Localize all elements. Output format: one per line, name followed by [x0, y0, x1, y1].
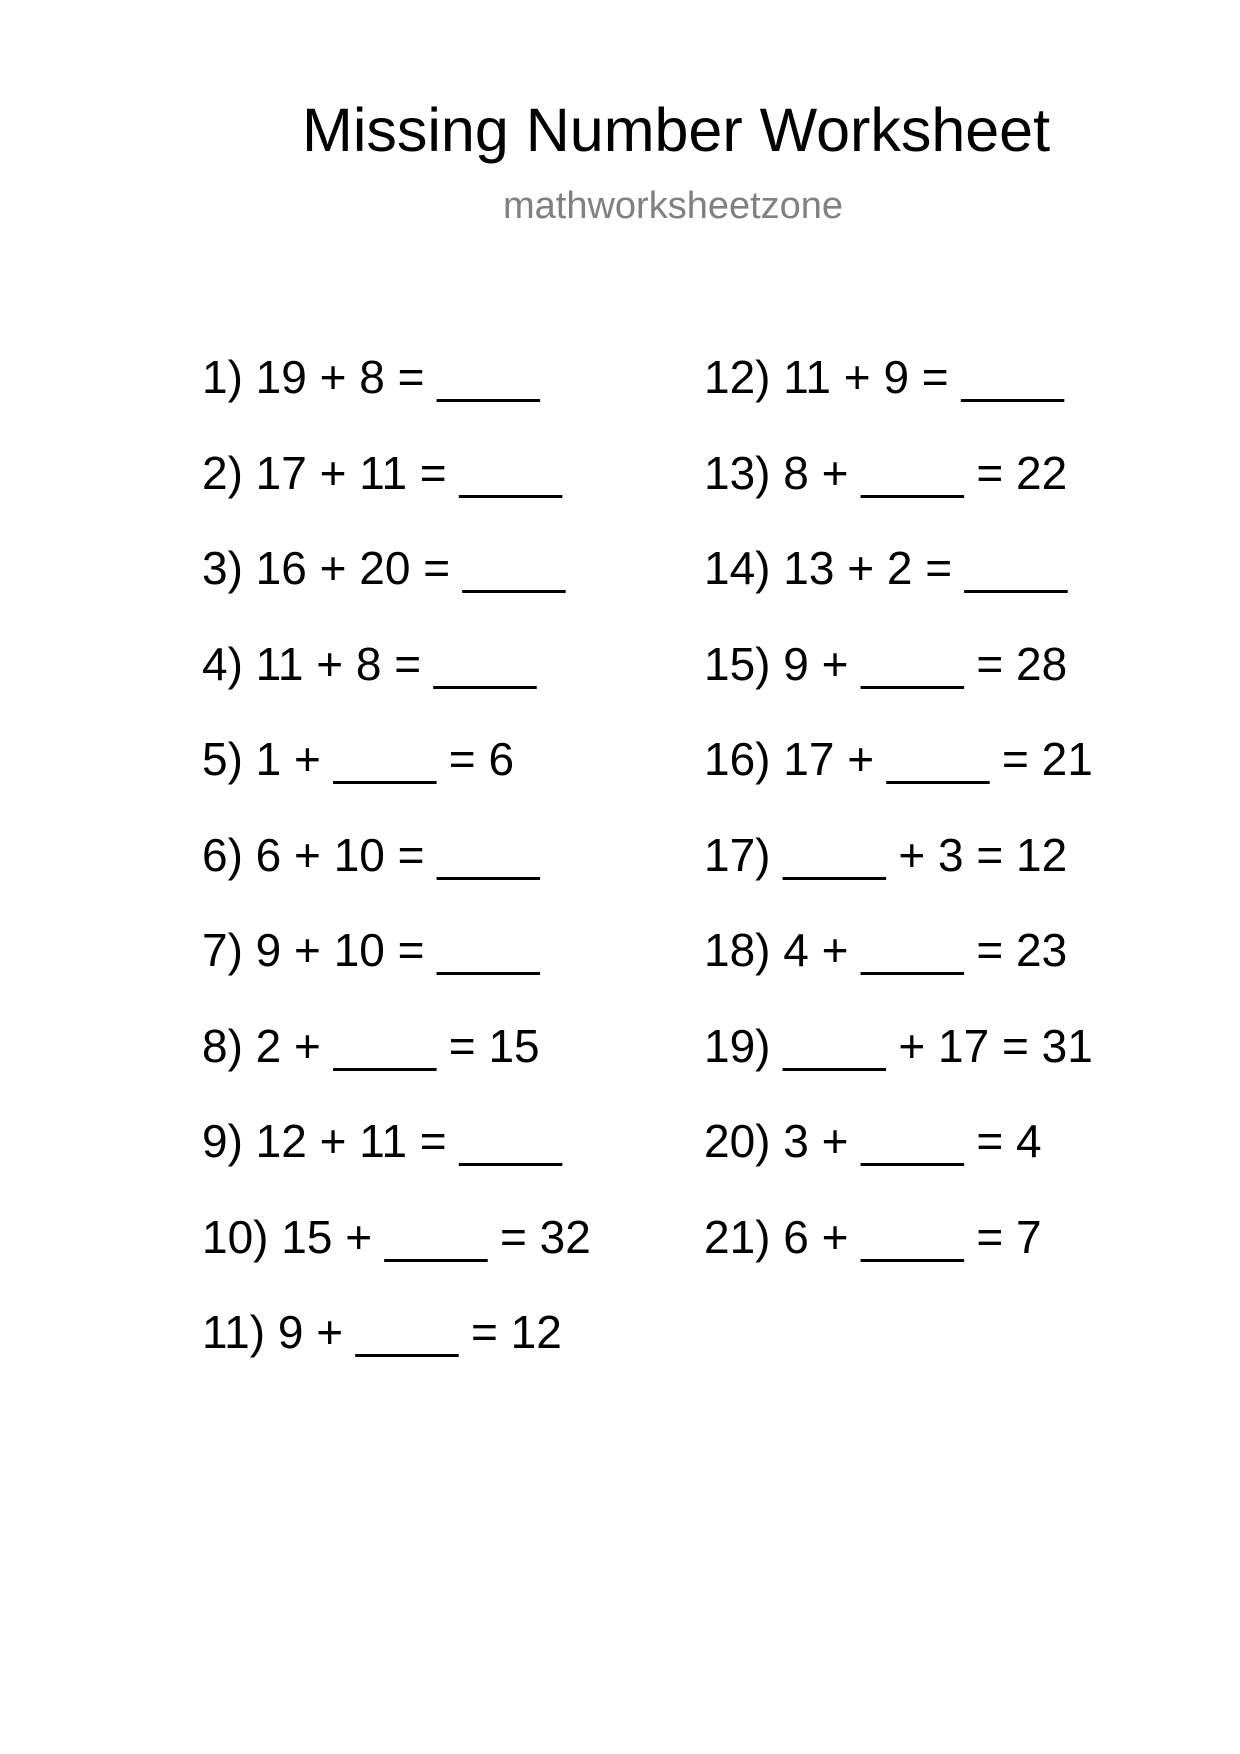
problem: 11) 9 + ____ = 12: [202, 1306, 562, 1358]
worksheet-title: Missing Number Worksheet: [302, 96, 1051, 164]
problem: 2) 17 + 11 = ____: [202, 446, 562, 499]
problem: 6) 6 + 10 = ____: [202, 828, 540, 881]
problem: 12) 11 + 9 = ____: [704, 351, 1064, 403]
problem: 5) 1 + ____ = 6: [202, 733, 515, 785]
problem: 10) 15 + ____ = 32: [202, 1210, 591, 1263]
problem: 19) ____ + 17 = 31: [704, 1019, 1093, 1072]
problem: 20) 3 + ____ = 4: [704, 1115, 1042, 1167]
problem: 4) 11 + 8 = ____: [202, 637, 537, 690]
worksheet-source: mathworksheetzone: [503, 185, 844, 227]
problem: 15) 9 + ____ = 28: [704, 637, 1068, 690]
right-problem-column: [704, 351, 1093, 1309]
left-problem-column: [202, 351, 591, 1405]
problem: 16) 17 + ____ = 21: [704, 733, 1093, 785]
problem: 9) 12 + 11 = ____: [202, 1115, 562, 1167]
problem: 8) 2 + ____ = 15: [202, 1019, 540, 1072]
problem: 17) ____ + 3 = 12: [704, 828, 1068, 881]
problem: 1) 19 + 8 = ____: [202, 351, 540, 403]
problem: 18) 4 + ____ = 23: [704, 924, 1068, 976]
problem: 3) 16 + 20 = ____: [202, 542, 566, 594]
problem: 21) 6 + ____ = 7: [704, 1210, 1042, 1263]
problem: 13) 8 + ____ = 22: [704, 446, 1068, 499]
problem: 7) 9 + 10 = ____: [202, 924, 540, 976]
problem: 14) 13 + 2 = ____: [704, 542, 1068, 594]
